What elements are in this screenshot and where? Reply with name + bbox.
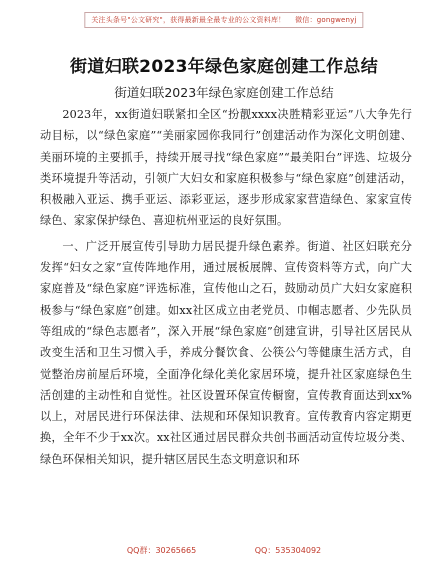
footer-contact <box>0 545 448 556</box>
paragraph-section-1: 一、广泛开展宣传引导助力居民提升绿色素养。街道、社区妇联充分发挥“妇女之家”宣传阵地作用，通过展板展牌、宣传资料等方式，向广大家庭普及“绿色家庭”评选标准，宣传他山之石，鼓励动员广大妇女家庭积极参与“绿色家庭”创建。如xx社区成立由老党员、巾帼志愿者、少先队员等组成的“绿色志愿者”，深入开展“绿色家庭”创建宣讲，引导社区居民从改变生活和卫生习惯入手，养成分餐饮食、公筷公勺等健康生活方式，自觉整治房前屋后环境，全面净化绿化美化家居环境，提升社区家庭绿色生活创建的主动性和自觉性。社区设置环保宣传橱窗，宣传教育面达到xx%以上，对居民进行环保法律、法规和环保知识教育。宣传教育内容定期更换，全年不少于xx次。xx社区通过居民群众共创书画活动宣传垃圾分类、绿色环保相关知识，提升辖区居民生态文明意识和环 <box>40 239 412 466</box>
paragraph-intro: 2023年，xx街道妇联紧扣全区“扮靓xxxx决胜精彩亚运”八大争先行动目标，以“绿色家庭”“美丽家园你我同行”创建活动作为深化文明创建、美丽环境的主要抓手，持续开展寻找“绿色家庭”“最美阳台”评选、垃圾分类环境提升等活动，引领广大妇女和家庭积极参与“绿色家庭”创建活动，积极融入亚运、携手亚运、添彩亚运，逐步形成家家营造绿色、家家宣传绿色、家家保护绿色、喜迎杭州亚运的良好氛围。 <box>40 108 412 228</box>
promo-banner-wechat: 微信：gongwenyj <box>295 16 357 24</box>
document-title: 街道妇联2023年绿色家庭创建工作总结 <box>69 57 378 77</box>
promo-banner-text: 关注头条号"公文研究"，获得最新最全最专业的公文资料库！ <box>91 16 286 24</box>
footer-qq-group: QQ群：30265665 <box>126 546 197 555</box>
footer-qq: QQ：535304092 <box>254 546 322 555</box>
document-body <box>40 104 412 470</box>
promo-banner <box>84 12 363 28</box>
document-subtitle: 街道妇联2023年绿色家庭创建工作总结 <box>114 85 334 100</box>
